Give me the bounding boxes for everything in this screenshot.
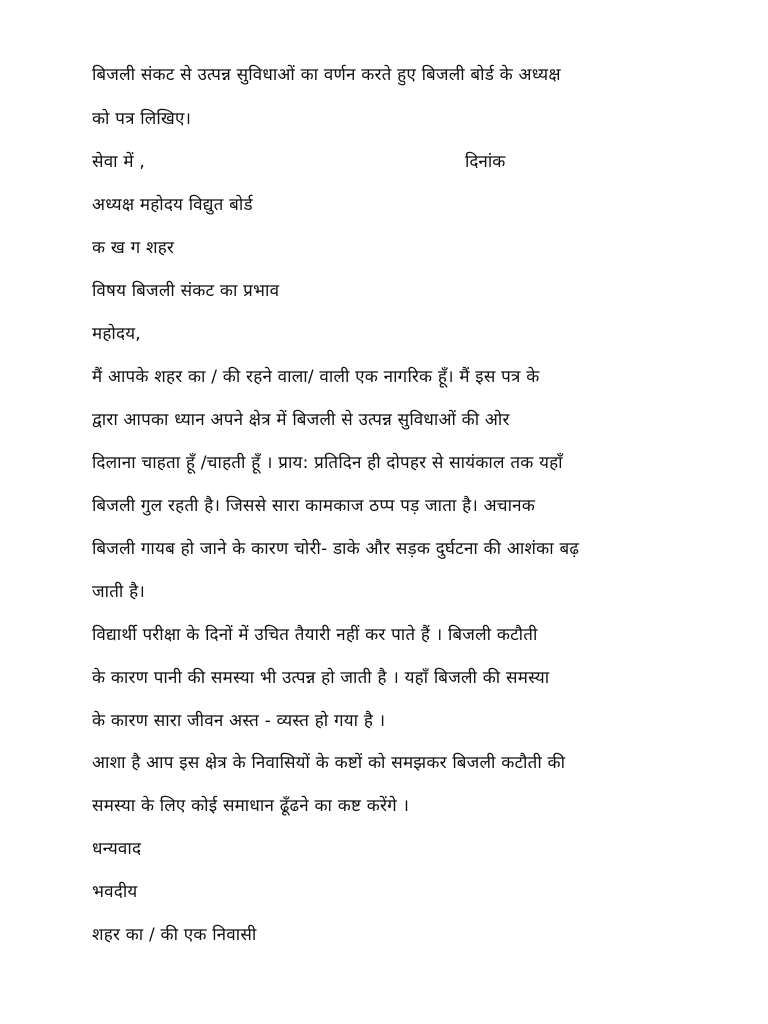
recipient-line-2: क ख ग शहर	[92, 238, 175, 258]
paragraph1-line-2: द्वारा आपका ध्यान अपने क्षेत्र में बिजली से उत्पन्न सुविधाओं की ओर	[92, 410, 510, 430]
letter-heading-line-2: को पत्र लिखिए।	[92, 109, 192, 129]
paragraph1-line-6: जाती है।	[92, 582, 145, 602]
paragraph1-line-3: दिलाना चाहता हूँ /चाहती हूँ । प्राय: प्रतिदिन ही दोपहर से सायंकाल तक यहाँ	[92, 453, 563, 473]
signature: शहर का / की एक निवासी	[92, 925, 257, 945]
recipient-line-1: अध्यक्ष महोदय विद्युत बोर्ड	[92, 195, 253, 215]
closing: भवदीय	[92, 882, 138, 902]
paragraph3-line-2: समस्या के लिए कोई समाधान ढूँढने का कष्ट करेंगे ।	[92, 796, 410, 816]
date-label: दिनांक	[465, 152, 506, 172]
subject-line: विषय बिजली संकट का प्रभाव	[92, 281, 280, 301]
salutation-to: सेवा में ,	[92, 152, 145, 172]
paragraph3-line-1: आशा है आप इस क्षेत्र के निवासियों के कष्टों को समझकर बिजली कटौती की	[92, 753, 566, 773]
paragraph2-line-2: के कारण पानी की समस्या भी उत्पन्न हो जाती है । यहाँ बिजली की समस्या	[92, 668, 550, 688]
paragraph2-line-3: के कारण सारा जीवन अस्त - व्यस्त हो गया है ।	[92, 711, 386, 731]
thanks: धन्यवाद	[92, 839, 142, 859]
paragraph1-line-1: मैं आपके शहर का / की रहने वाला/ वाली एक नागरिक हूँ। मैं इस पत्र के	[92, 367, 540, 387]
greeting: महोदय,	[92, 324, 141, 344]
paragraph1-line-4: बिजली गुल रहती है। जिससे सारा कामकाज ठप्प पड़ जाता है। अचानक	[92, 496, 536, 516]
letter-heading-line-1: बिजली संकट से उत्पन्न सुविधाओं का वर्णन करते हुए बिजली बोर्ड के अध्यक्ष	[92, 65, 561, 85]
paragraph1-line-5: बिजली गायब हो जाने के कारण चोरी- डाके और सड़क दुर्घटना की आशंका बढ़	[92, 539, 580, 559]
paragraph2-line-1: विद्यार्थी परीक्षा के दिनों में उचित तैयारी नहीं कर पाते हैं । बिजली कटौती	[92, 625, 538, 645]
